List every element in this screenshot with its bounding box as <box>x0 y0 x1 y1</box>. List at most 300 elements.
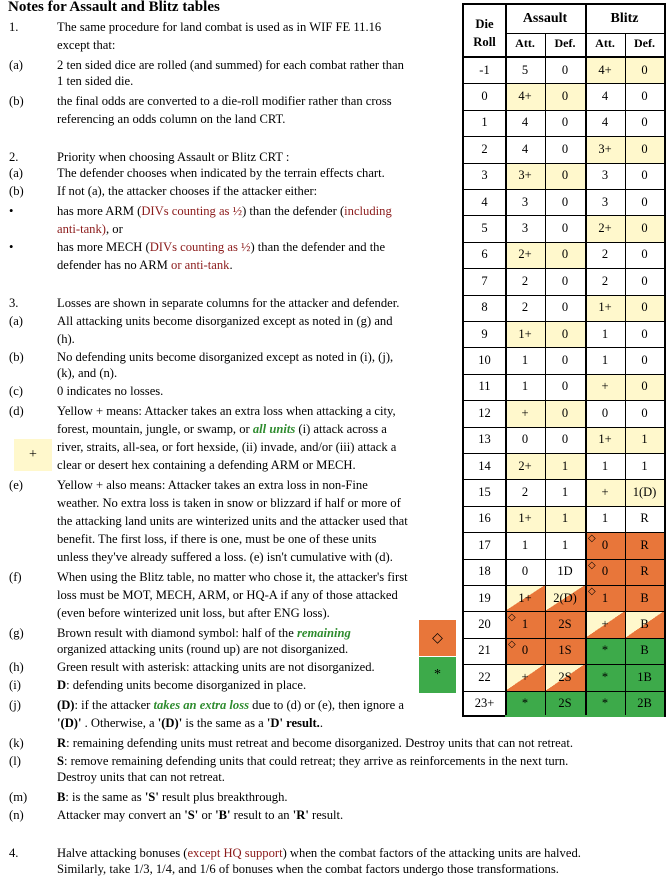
note-text: All attacking units become disorganized except as noted in (g) and <box>57 314 393 328</box>
note-text: D <box>57 678 67 692</box>
note-number: • <box>9 240 14 254</box>
assault-def-cell: 1 <box>545 506 585 532</box>
note-line <box>57 678 306 693</box>
die-roll-cell: 9 <box>481 326 488 341</box>
note-number: (i) <box>9 678 21 692</box>
assault-def-cell: 0 <box>545 83 585 109</box>
blitz-att-cell: 4 <box>585 110 625 136</box>
blitz-att-cell: 1 ◇ <box>585 585 625 611</box>
note-text: S <box>57 754 65 768</box>
blitz-def-cell: 0 <box>625 163 664 189</box>
assault-att-cell: 2 <box>505 295 545 321</box>
note-line <box>57 716 323 731</box>
die-roll-cell: 7 <box>481 273 488 288</box>
blitz-att-cell: 3 <box>585 163 625 189</box>
grid-line <box>464 691 664 692</box>
die-roll-cell: 16 <box>478 511 491 526</box>
die-roll-cell: 2 <box>481 141 488 156</box>
blitz-def-cell: 1 <box>625 453 664 479</box>
blitz-att-cell: + <box>585 479 625 505</box>
die-roll-cell: 20 <box>478 617 491 632</box>
blitz-att-cell: 1 <box>585 453 625 479</box>
note-text: the final odds are converted to a die-roll modifier rather than cross <box>57 94 392 108</box>
assault-def-cell: 0 <box>545 347 585 373</box>
note-text: 'D' result. <box>266 716 320 730</box>
assault-att-cell: 1 ◇ <box>505 611 545 637</box>
die-roll-cell: 3 <box>481 168 488 183</box>
blitz-def-cell: B <box>625 638 664 664</box>
blitz-def-cell: 0 <box>625 374 664 400</box>
blitz-def-cell: 0 <box>625 321 664 347</box>
note-line <box>57 478 368 493</box>
grid-line <box>505 5 507 715</box>
note-text: ) than the defender and the <box>250 240 386 254</box>
note-text: Losses are shown in separate columns for the attacker and defender. <box>57 296 400 310</box>
note-number: (h) <box>9 660 24 674</box>
note-text: 2 ten sided dice are rolled (and summed) for each combat rather than <box>57 58 404 72</box>
note-text: ) than the defender ( <box>242 204 345 218</box>
note-line <box>57 240 385 255</box>
die-roll-cell: 1 <box>481 115 488 130</box>
die-roll-cell: 6 <box>481 247 488 262</box>
die-roll-cell: 23+ <box>474 696 495 711</box>
note-text: except HQ support <box>187 846 283 860</box>
blitz-att-cell: 3 <box>585 189 625 215</box>
assault-att-cell: 0 <box>505 559 545 585</box>
note-text: : remove remaining defending units that could retreat; they arrive as reinforcements in the next turn. <box>64 754 569 768</box>
note-line <box>57 808 343 823</box>
assault-def-cell: 0 <box>545 427 585 453</box>
blitz-def-cell: 1(D) <box>625 479 664 505</box>
note-line <box>57 314 393 329</box>
note-text: Brown result with diamond symbol: half of the <box>57 626 297 640</box>
blitz-def-cell: 0 <box>625 242 664 268</box>
note-line <box>57 736 573 751</box>
note-text: defender has no ARM <box>57 258 172 272</box>
note-text: 'B' <box>215 808 231 822</box>
blitz-att-cell: 4+ <box>585 57 625 83</box>
note-text: has more ARM ( <box>57 204 142 218</box>
blitz-def-cell: B <box>625 611 664 637</box>
note-line <box>57 332 75 347</box>
blitz-def-cell: 0 <box>625 83 664 109</box>
assault-att-cell: * <box>505 691 545 717</box>
note-text: including <box>344 204 392 218</box>
blitz-att-cell: 1+ <box>585 295 625 321</box>
note-text: or anti-tank <box>171 258 230 272</box>
blitz-att-cell: 0 ◇ <box>585 559 625 585</box>
assault-def-cell: 0 <box>545 136 585 162</box>
note-text: Green result with asterisk: attacking units are not disorganized. <box>57 660 375 674</box>
assault-att-cell: 2+ <box>505 453 545 479</box>
diamond-icon: ◇ <box>508 638 516 650</box>
die-roll-cell: 12 <box>478 405 491 420</box>
assault-def-cell: 1S <box>545 638 585 664</box>
note-text: takes an extra loss <box>153 698 250 712</box>
note-text: The defender chooses when indicated by the terrain effects chart. <box>57 166 385 180</box>
blitz-def-cell: 1 <box>625 427 664 453</box>
note-line <box>57 514 408 529</box>
note-line <box>57 384 163 399</box>
blitz-att-cell: * <box>585 664 625 690</box>
assault-def-cell: 0 <box>545 215 585 241</box>
header-assault-att: Att. <box>515 36 535 50</box>
yellow-plus-swatch: + <box>14 439 52 471</box>
note-text: is the same as a <box>182 716 267 730</box>
note-line <box>57 862 559 877</box>
blitz-att-cell: 3+ <box>585 136 625 162</box>
note-number: (a) <box>9 166 23 180</box>
note-number: (f) <box>9 570 22 584</box>
blitz-att-cell: 2 <box>585 268 625 294</box>
note-text: : is the same as <box>65 790 145 804</box>
grid-line <box>464 347 664 348</box>
note-number: (b) <box>9 184 24 198</box>
assault-def-cell: 1 <box>545 532 585 558</box>
note-number: • <box>9 204 14 218</box>
note-line <box>57 790 288 805</box>
note-text: referencing an odds column on the land CRT. <box>57 112 286 126</box>
note-text: result to an <box>230 808 293 822</box>
note-text: organized attacking units (round up) are not disorganized. <box>57 642 349 656</box>
note-text: except that: <box>57 38 116 52</box>
note-text: '(D)' <box>57 716 82 730</box>
note-number: (a) <box>9 58 23 72</box>
grid-line <box>464 374 664 375</box>
note-text: DIVs counting as ½ <box>141 204 243 218</box>
note-line <box>57 94 392 109</box>
die-roll-cell: 11 <box>478 379 491 394</box>
grid-line <box>464 453 664 454</box>
assault-def-cell: 0 <box>545 57 585 83</box>
note-line <box>57 58 404 73</box>
assault-def-cell: 1D <box>545 559 585 585</box>
grid-line <box>464 295 664 296</box>
grid-line <box>464 242 664 243</box>
assault-def-cell: 0 <box>545 295 585 321</box>
blitz-def-cell: 0 <box>625 268 664 294</box>
note-text: DIVs counting as ½ <box>149 240 251 254</box>
blitz-att-cell: 1+ <box>585 427 625 453</box>
note-text: 'R' <box>292 808 309 822</box>
grid-line <box>464 559 664 560</box>
header-assault: Assault <box>522 11 568 26</box>
note-text: : remaining defending units must retreat and become disorganized. Destroy units that can not retreat. <box>66 736 573 750</box>
die-roll-cell: 4 <box>481 194 488 209</box>
grid-line <box>464 215 664 216</box>
grid-line <box>464 163 664 164</box>
assault-att-cell: 1+ <box>505 321 545 347</box>
note-text: weather. No extra loss is taken in snow or blizzard if half or more of <box>57 496 401 510</box>
note-number: 2. <box>9 150 19 164</box>
assault-att-cell: 4+ <box>505 83 545 109</box>
note-text: If not (a), the attacker chooses if the attacker either: <box>57 184 318 198</box>
note-number: (d) <box>9 404 24 418</box>
blitz-att-cell: 0 <box>585 400 625 426</box>
blitz-def-cell: R <box>625 506 664 532</box>
note-text: , or <box>105 222 123 236</box>
note-text: has more MECH ( <box>57 240 150 254</box>
assault-def-cell: 2S <box>545 691 585 717</box>
note-line <box>57 296 399 311</box>
assault-att-cell: 2+ <box>505 242 545 268</box>
diamond-icon: ◇ <box>508 612 516 624</box>
assault-def-cell: 1 <box>545 479 585 505</box>
assault-att-cell: 1 <box>505 374 545 400</box>
assault-att-cell: 4 <box>505 110 545 136</box>
note-number: (c) <box>9 384 23 398</box>
blitz-def-cell: 0 <box>625 347 664 373</box>
note-text: No defending units become disorganized except as noted in (i), (j), <box>57 350 394 364</box>
note-text: 0 indicates no losses. <box>57 384 164 398</box>
note-text: or <box>198 808 216 822</box>
note-text: Priority when choosing Assault or Blitz CRT : <box>57 150 290 164</box>
assault-att-cell: 2 <box>505 268 545 294</box>
assault-def-cell: 2(D) <box>545 585 585 611</box>
assault-att-cell: + <box>505 400 545 426</box>
blitz-def-cell: 0 <box>625 215 664 241</box>
note-text: result. <box>308 808 344 822</box>
blitz-def-cell: 0 <box>625 57 664 83</box>
note-line <box>57 458 356 473</box>
note-text: Destroy units that can not retreat. <box>57 770 225 784</box>
assault-def-cell: 2S <box>545 664 585 690</box>
assault-att-cell: 3 <box>505 215 545 241</box>
note-text: remaining <box>296 626 351 640</box>
note-line <box>57 204 392 219</box>
note-number: (n) <box>9 808 24 822</box>
assault-def-cell: 0 <box>545 374 585 400</box>
note-text: 1 ten sided die. <box>57 74 134 88</box>
grid-line <box>464 110 664 111</box>
assault-att-cell: 0 ◇ <box>505 638 545 664</box>
note-line <box>57 588 398 603</box>
note-text: : defending units become disorganized in place. <box>66 678 307 692</box>
note-number: (a) <box>9 314 23 328</box>
header-die: Die <box>475 17 494 31</box>
blitz-att-cell: * <box>585 638 625 664</box>
note-text: Yellow + also means: Attacker takes an extra loss in non-Fine <box>57 478 368 492</box>
die-roll-cell: 5 <box>481 221 488 236</box>
note-text: Similarly, take 1/3, 1/4, and 1/6 of bonuses when the combat factors undergo those transformations. <box>57 862 559 876</box>
note-text: result plus breakthrough. <box>158 790 288 804</box>
note-number: (l) <box>9 754 21 768</box>
note-line <box>57 74 133 89</box>
note-text: (even before winterized unit loss, but after ENG loss). <box>57 606 330 620</box>
blitz-att-cell: 2 <box>585 242 625 268</box>
grid-line <box>464 585 664 586</box>
note-text: (k), and (n). <box>57 366 118 380</box>
grid-line <box>464 611 664 612</box>
diamond-icon: ◇ <box>588 533 596 545</box>
note-line <box>57 366 117 381</box>
note-line <box>57 660 375 675</box>
blitz-att-cell: 2+ <box>585 215 625 241</box>
blitz-def-cell: 0 <box>625 189 664 215</box>
blitz-def-cell: 0 <box>625 110 664 136</box>
assault-def-cell: 0 <box>545 321 585 347</box>
note-text: benefit. The first loss, if there is one, must be one of these units <box>57 532 377 546</box>
blitz-att-cell: 1 <box>585 506 625 532</box>
assault-def-cell: 0 <box>545 163 585 189</box>
die-roll-cell: 22 <box>478 669 491 684</box>
blitz-def-cell: R <box>625 559 664 585</box>
die-roll-cell: 14 <box>478 458 491 473</box>
grid-line <box>464 400 664 401</box>
die-roll-cell: -1 <box>479 62 490 77</box>
diamond-icon: ◇ <box>588 586 596 597</box>
blitz-def-cell: 2B <box>625 691 664 717</box>
die-roll-cell: 10 <box>478 353 491 368</box>
note-line <box>57 422 387 437</box>
blitz-att-cell: * <box>585 691 625 717</box>
grid-line <box>464 56 664 58</box>
note-line <box>57 626 351 641</box>
note-number: 1. <box>9 20 19 34</box>
grid-line <box>464 506 664 507</box>
note-text: . <box>229 258 233 272</box>
note-line <box>57 404 396 419</box>
assault-att-cell: 3 <box>505 189 545 215</box>
note-text: river, straits, all-sea, or fort hexside, (ii) invade, and/or (iii) attack a <box>57 440 397 454</box>
blitz-def-cell: 0 <box>625 295 664 321</box>
assault-att-cell: 5 <box>505 57 545 83</box>
assault-def-cell: 0 <box>545 242 585 268</box>
note-line <box>57 38 115 53</box>
note-line <box>57 184 317 199</box>
die-roll-cell: 17 <box>478 537 491 552</box>
grid-line <box>464 268 664 269</box>
blitz-def-cell: R <box>625 532 664 558</box>
note-line <box>57 112 285 127</box>
note-text: anti-tank) <box>57 222 106 236</box>
note-number: 4. <box>9 846 19 860</box>
blitz-att-cell: 4 <box>585 83 625 109</box>
blitz-def-cell: 0 <box>625 400 664 426</box>
blitz-def-cell: 0 <box>625 136 664 162</box>
note-text: unless they've already suffered a loss. (e) isn't cumulative with (d). <box>57 550 393 564</box>
note-text: Attacker may convert an <box>57 808 185 822</box>
blitz-att-cell: + <box>585 611 625 637</box>
assault-att-cell: 4 <box>505 136 545 162</box>
note-text: 'S' <box>144 790 159 804</box>
note-number: (e) <box>9 478 23 492</box>
green-asterisk-swatch: * <box>419 657 456 693</box>
assault-att-cell: 1+ <box>505 585 545 611</box>
grid-line <box>464 136 664 137</box>
note-line <box>57 532 376 547</box>
header-blitz: Blitz <box>610 11 639 26</box>
note-number: (m) <box>9 790 28 804</box>
note-text: Yellow + means: Attacker takes an extra loss when attacking a city, <box>57 404 396 418</box>
note-text: The same procedure for land combat is used as in WIF FE 11.16 <box>57 20 382 34</box>
assault-att-cell: 1 <box>505 347 545 373</box>
assault-blitz-table <box>462 3 666 717</box>
assault-def-cell: 1 <box>545 453 585 479</box>
blitz-att-cell: + <box>585 374 625 400</box>
note-line <box>57 770 225 785</box>
grid-line <box>464 189 664 190</box>
note-line <box>57 222 123 237</box>
assault-def-cell: 2S <box>545 611 585 637</box>
note-line <box>57 642 348 657</box>
blitz-att-cell: 0 ◇ <box>585 532 625 558</box>
note-line <box>57 350 393 365</box>
header-blitz-att: Att. <box>595 36 615 50</box>
orange-diamond-swatch: ◇ <box>419 620 456 656</box>
note-number: 3. <box>9 296 19 310</box>
grid-line <box>464 638 664 639</box>
note-text: . Otherwise, a <box>81 716 158 730</box>
note-text: the attacking land units are winterized units and the attacker used that <box>57 514 408 528</box>
header-roll: Roll <box>473 35 496 49</box>
note-text: due to (d) or (e), then ignore a <box>249 698 404 712</box>
die-roll-cell: 8 <box>481 300 488 315</box>
note-line <box>57 754 568 769</box>
assault-def-cell: 0 <box>545 110 585 136</box>
note-text: clear or desert hex containing a defending ARM or MECH. <box>57 458 356 472</box>
note-number: (b) <box>9 350 24 364</box>
header-assault-def: Def. <box>554 36 576 50</box>
assault-att-cell: 2 <box>505 479 545 505</box>
assault-att-cell: 3+ <box>505 163 545 189</box>
note-line <box>57 20 381 35</box>
note-line <box>57 846 581 861</box>
note-text: (h). <box>57 332 75 346</box>
die-roll-cell: 0 <box>481 89 488 104</box>
note-line <box>57 606 330 621</box>
note-line <box>57 258 233 273</box>
page-title: Notes for Assault and Blitz tables <box>8 0 220 15</box>
note-line <box>57 496 401 511</box>
die-roll-cell: 21 <box>478 643 491 658</box>
note-text: . <box>319 716 323 730</box>
note-line <box>57 550 393 565</box>
note-text: forest, mountain, jungle, or swamp, or <box>57 422 253 436</box>
grid-line <box>464 479 664 480</box>
note-number: (j) <box>9 698 21 712</box>
note-text: loss must be MOT, MECH, ARM, or HQ-A if any of those attacked <box>57 588 398 602</box>
grid-line <box>464 664 664 665</box>
note-line <box>57 570 408 585</box>
note-line <box>57 440 396 455</box>
grid-line <box>464 532 664 533</box>
note-text: '(D)' <box>157 716 183 730</box>
blitz-att-cell: 1 <box>585 347 625 373</box>
note-text: Halve attacking bonuses ( <box>57 846 188 860</box>
note-line <box>57 166 385 181</box>
assault-att-cell: 0 <box>505 427 545 453</box>
assault-att-cell: 1+ <box>505 506 545 532</box>
blitz-def-cell: B <box>625 585 664 611</box>
note-number: (b) <box>9 94 24 108</box>
assault-def-cell: 0 <box>545 268 585 294</box>
note-text: 'S' <box>184 808 199 822</box>
note-line <box>57 150 289 165</box>
blitz-att-cell: 1 <box>585 321 625 347</box>
grid-line <box>585 5 587 715</box>
grid-line <box>464 427 664 428</box>
die-roll-cell: 18 <box>478 564 491 579</box>
diamond-icon: ◇ <box>588 559 596 571</box>
header-blitz-def: Def. <box>634 36 655 50</box>
die-roll-cell: 13 <box>478 432 491 447</box>
note-text: When using the Blitz table, no matter who chose it, the attacker's first <box>57 570 408 584</box>
note-text: (D) <box>57 698 75 712</box>
grid-line <box>464 83 664 84</box>
note-text: R <box>57 736 67 750</box>
blitz-def-cell: 1B <box>625 664 664 690</box>
